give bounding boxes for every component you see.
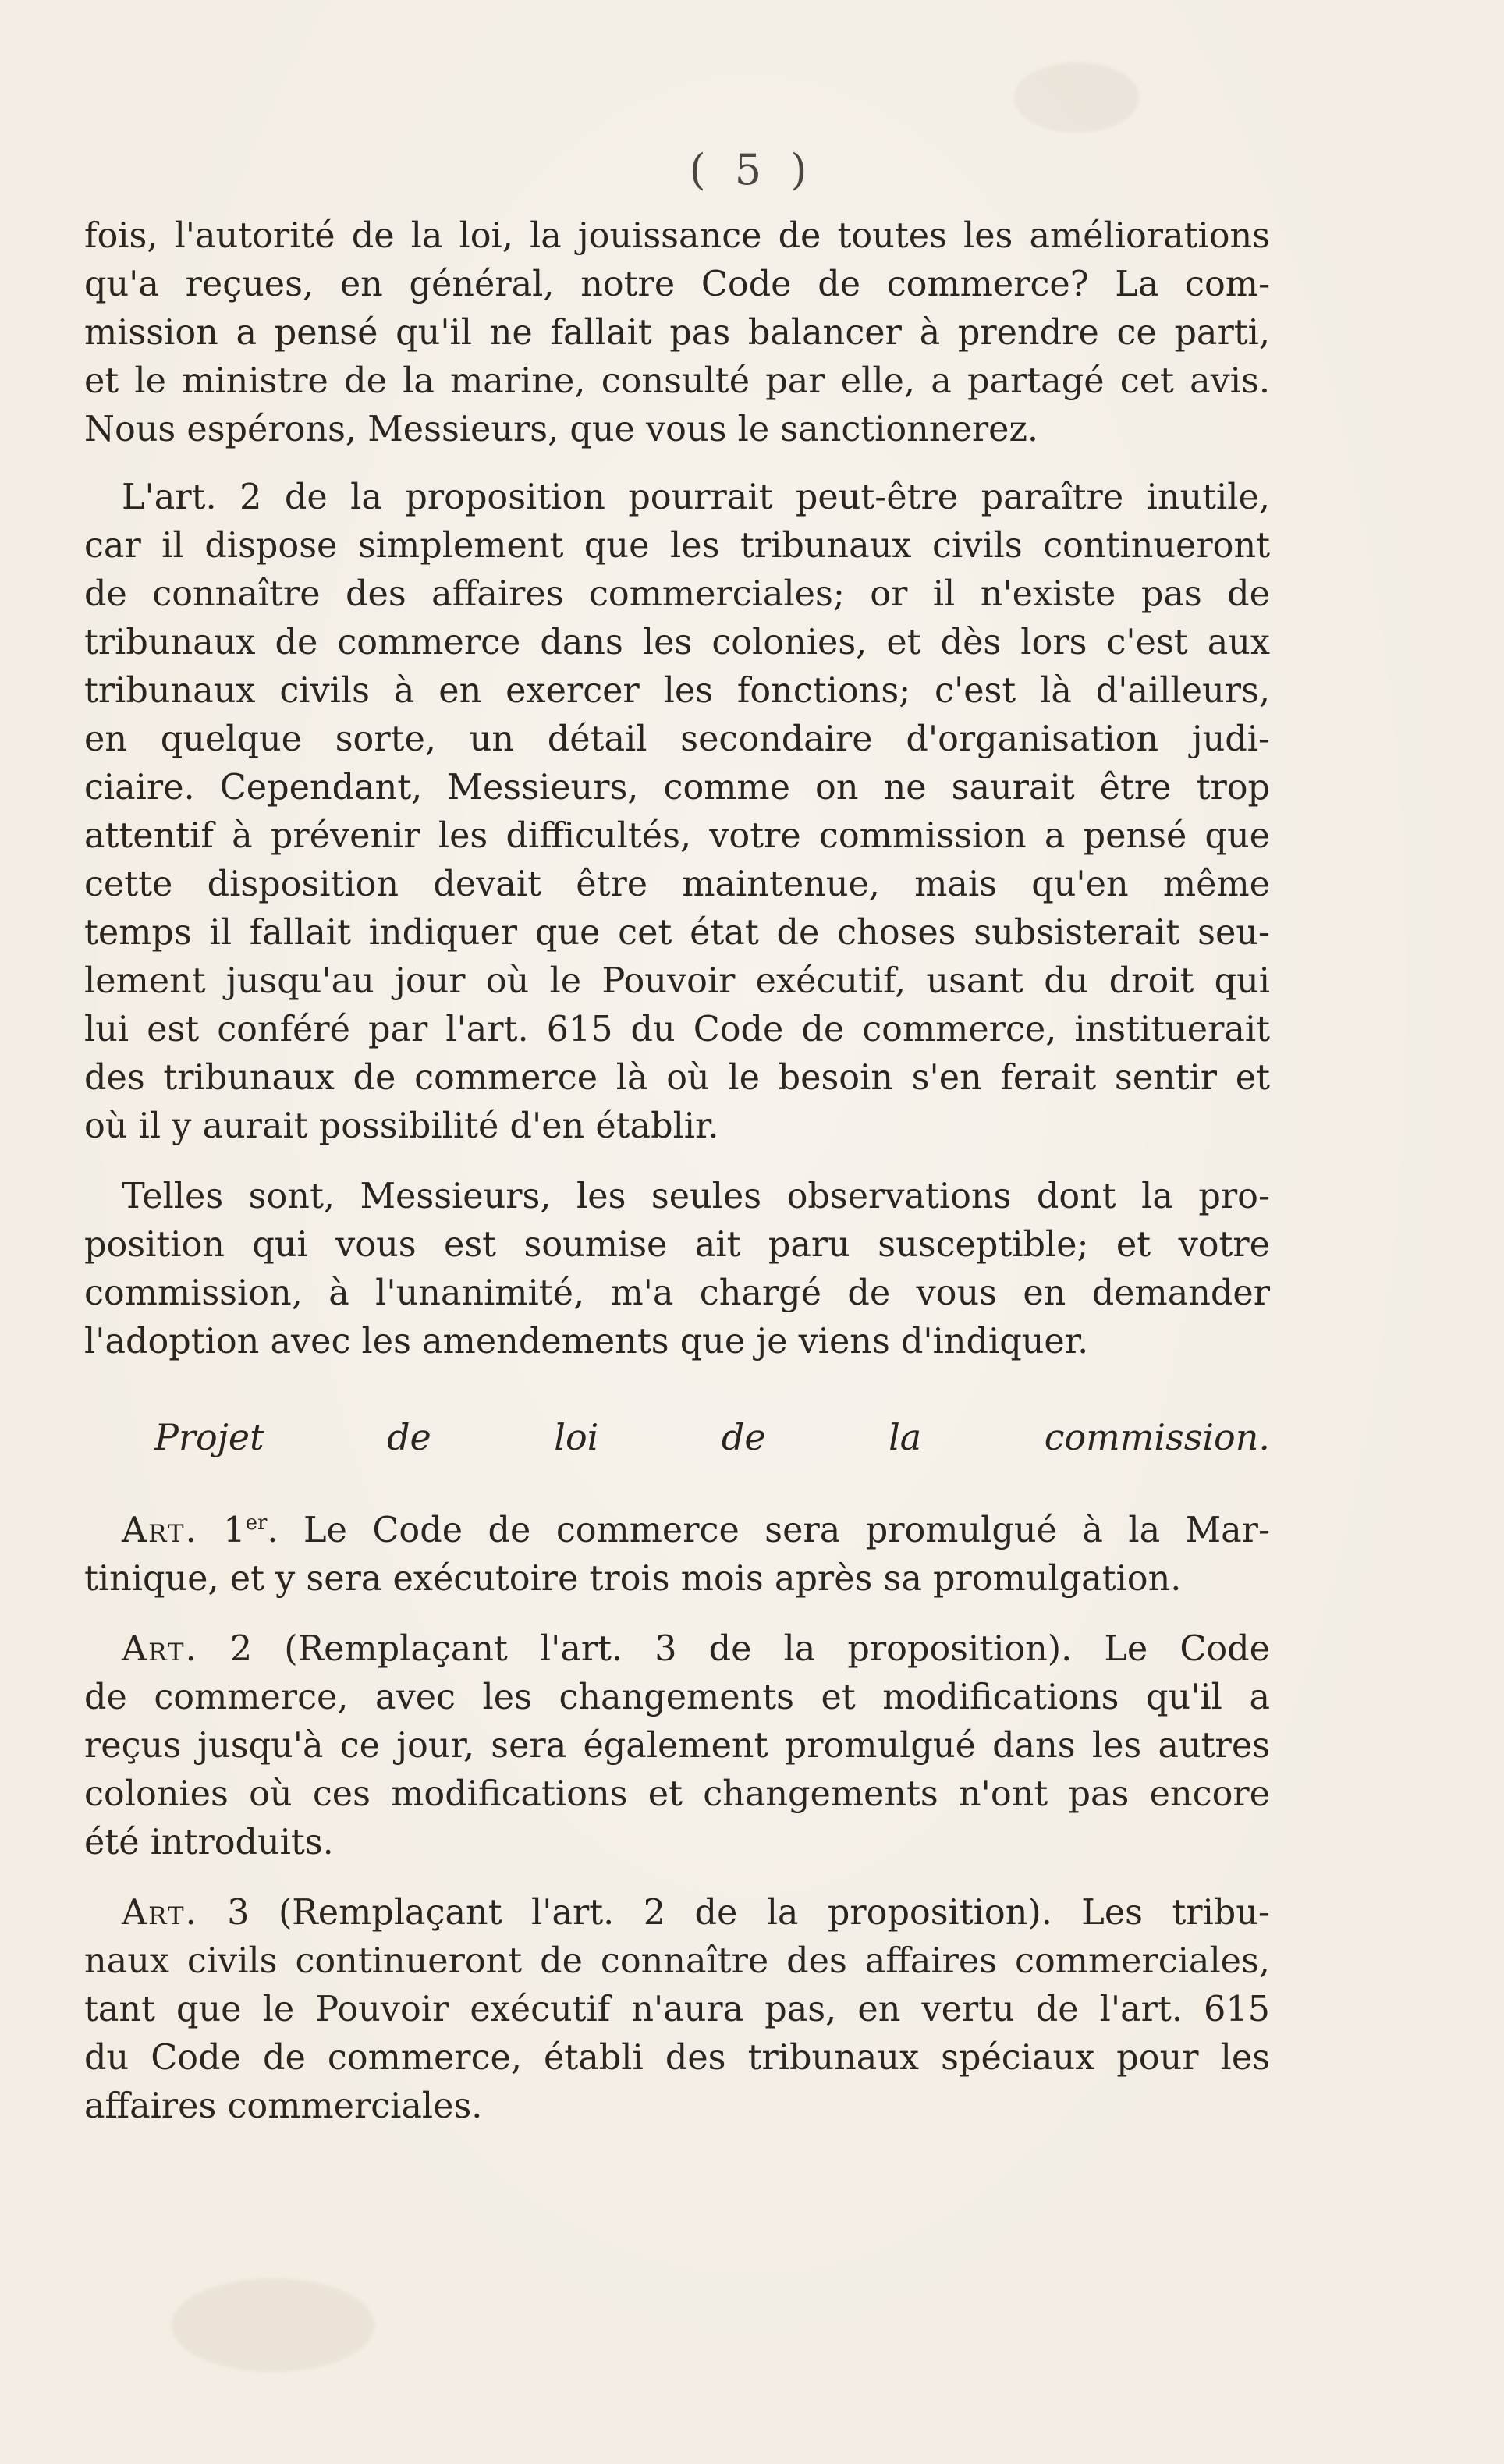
article-2 <box>84 1625 1270 1867</box>
paragraph-conclusion <box>84 1173 1270 1366</box>
page-number: ( 5 ) <box>689 145 815 194</box>
text-line: lui est conféré par l'art. 615 du Code de commerce, instituerait <box>84 1010 1270 1049</box>
text-line: attentif à prévenir les difficultés, votre commission a pensé que <box>84 816 1270 856</box>
text-line: car il dispose simplement que les tribunaux civils continueront <box>84 526 1270 566</box>
text-line: et le ministre de la marine, consulté par elle, a partagé cet avis. <box>84 361 1270 401</box>
article-label: Art. <box>122 1511 198 1550</box>
article-label: Art. <box>122 1629 198 1669</box>
text-line: fois, l'autorité de la loi, la jouissance de toutes les améliorations <box>84 216 1270 256</box>
text-line: affaires commerciales. <box>84 2086 483 2126</box>
text-line: l'adoption avec les amendements que je viens d'indiquer. <box>84 1322 1089 1362</box>
text-line: position qui vous est soumise ait paru susceptible; et votre <box>84 1225 1270 1265</box>
article-number: 1 <box>223 1511 246 1550</box>
document-body <box>84 212 1270 2131</box>
article-text: 2 (Remplaçant l'art. 3 de la proposition). Le Code <box>229 1629 1270 1669</box>
paragraph-continuation <box>84 212 1270 454</box>
section-heading: Projet de loi de la commission. <box>154 1416 1270 1458</box>
ordinal-suffix: er <box>245 1511 268 1536</box>
article-label: Art. <box>122 1893 198 1933</box>
article-1 <box>84 1507 1270 1603</box>
text-line: commission, à l'unanimité, m'a chargé de vous en demander <box>84 1273 1270 1313</box>
text-line: naux civils continueront de connaître des affaires commerciales, <box>84 1941 1270 1981</box>
text-line: temps il fallait indiquer que cet état de choses subsisterait seu- <box>84 913 1270 953</box>
text-line: tant que le Pouvoir exécutif n'aura pas, en vertu de l'art. 615 <box>84 1990 1270 2029</box>
text-line <box>84 1889 1270 1937</box>
text-line: de commerce, avec les changements et modifications qu'il a <box>84 1678 1270 1717</box>
text-line: où il y aurait possibilité d'en établir. <box>84 1106 719 1146</box>
text-line: lement jusqu'au jour où le Pouvoir exécutif, usant du droit qui <box>84 961 1270 1001</box>
paragraph-art-2-remark <box>84 474 1270 1151</box>
text-line: mission a pensé qu'il ne fallait pas balancer à prendre ce parti, <box>84 313 1270 353</box>
text-line <box>84 1625 1270 1674</box>
text-line: reçus jusqu'à ce jour, sera également promulgué dans les autres <box>84 1726 1270 1766</box>
article-text: 3 (Remplaçant l'art. 2 de la proposition). Les tribu- <box>227 1893 1270 1933</box>
text-line: du Code de commerce, établi des tribunaux spéciaux pour les <box>84 2038 1270 2078</box>
paper-stain <box>1014 62 1139 133</box>
text-line: Nous espérons, Messieurs, que vous le sanctionnerez. <box>84 410 1039 449</box>
article-text: . Le Code de commerce sera promulgué à la Mar- <box>267 1511 1270 1550</box>
paper-stain <box>172 2278 374 2372</box>
text-line: cette disposition devait être maintenue, mais qu'en même <box>84 865 1270 904</box>
text-line: des tribunaux de commerce là où le besoin s'en ferait sentir et <box>84 1058 1270 1098</box>
text-line: Telles sont, Messieurs, les seules observations dont la pro- <box>122 1177 1270 1216</box>
text-line: tribunaux de commerce dans les colonies, et dès lors c'est aux <box>84 623 1270 662</box>
text-line: ciaire. Cependant, Messieurs, comme on ne saurait être trop <box>84 768 1270 808</box>
article-3 <box>84 1889 1270 2131</box>
text-line: de connaître des affaires commerciales; or il n'existe pas de <box>84 574 1270 614</box>
text-line: qu'a reçues, en général, notre Code de commerce? La com- <box>84 265 1270 304</box>
text-line: en quelque sorte, un détail secondaire d'organisation judi- <box>84 719 1270 759</box>
text-line: colonies où ces modifications et changements n'ont pas encore <box>84 1774 1270 1814</box>
text-line: tinique, et y sera exécutoire trois mois après sa promulgation. <box>84 1559 1182 1599</box>
text-line: L'art. 2 de la proposition pourrait peut-être paraître inutile, <box>122 478 1270 517</box>
text-line: tribunaux civils à en exercer les fonctions; c'est là d'ailleurs, <box>84 671 1270 711</box>
text-line: été introduits. <box>84 1823 334 1862</box>
text-line <box>84 1507 1270 1555</box>
